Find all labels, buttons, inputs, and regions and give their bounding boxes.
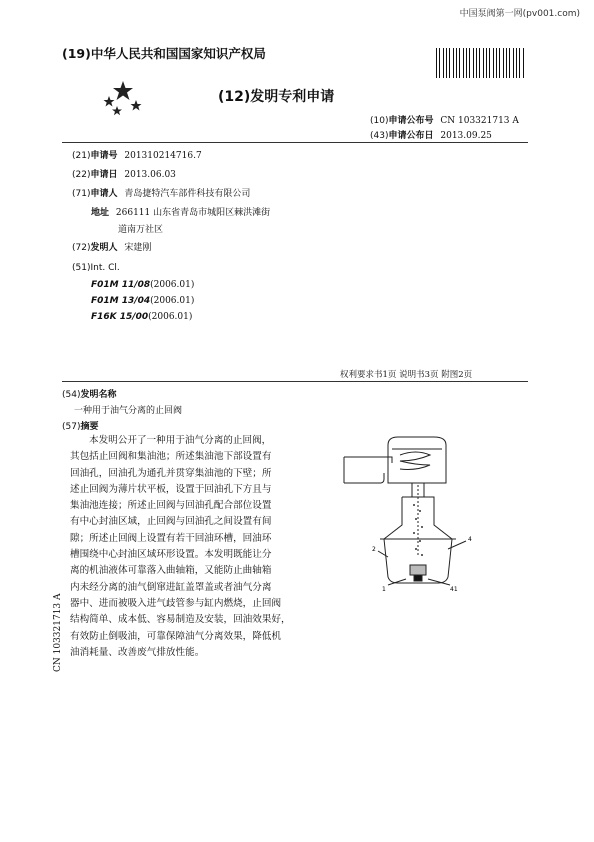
abstract-line: 隙；所述止回阀上设置有若干回油环槽，回油环 [70, 532, 272, 544]
barcode [436, 48, 528, 78]
barcode-bar [459, 48, 460, 78]
barcode-bar [513, 48, 514, 78]
valve-drawing-figure [330, 435, 490, 595]
office-code: (19) [62, 46, 91, 61]
barcode-bar [476, 48, 477, 78]
barcode-bar [509, 48, 510, 78]
doc-type-code: (12) [218, 89, 251, 105]
figure-label: 4 [468, 536, 472, 543]
abstract-line: 有效防止倒吸油，可靠保障油气分离效果，降低机 [70, 630, 282, 642]
application-number: (21)申请号 201310214716.7 [72, 151, 202, 161]
abstract-line: 本发明公开了一种用于油气分离的止回阀， [89, 435, 272, 446]
abstract-line: 槽围绕中心封油区域环形设置。本发明既能让分 [70, 549, 272, 561]
barcode-bar [486, 48, 487, 78]
document-type [218, 86, 334, 106]
pages-divider [62, 381, 528, 382]
barcode-bar [499, 48, 500, 78]
abstract-line: 油消耗量、改善废气排放性能。 [70, 646, 205, 658]
abstract-line: 回油孔，回油孔为通孔并贯穿集油池的下壁；所 [70, 467, 272, 479]
barcode-bar [443, 48, 444, 78]
barcode-bar [436, 48, 437, 78]
publication-number: (10)申请公布号 CN 103321713 A [370, 116, 519, 126]
barcode-bar [483, 48, 484, 78]
abstract-heading: (57)摘要 [62, 422, 99, 432]
barcode-bar [466, 48, 467, 78]
barcode-bar [489, 48, 490, 78]
barcode-bar [479, 48, 480, 78]
applicant: (71)申请人 青岛捷特汽车部件科技有限公司 [72, 189, 251, 199]
ipc-heading: (51)Int. Cl. [72, 263, 120, 273]
doc-type-title: 发明专利申请 [250, 89, 335, 105]
site-watermark: 中国泵阀第一网(pv001.com) [459, 9, 580, 19]
figure-label: 1 [382, 586, 386, 593]
application-date: (22)申请日 2013.06.03 [72, 170, 176, 180]
barcode-bar [506, 48, 507, 78]
barcode-bar [516, 48, 517, 78]
barcode-bar [463, 48, 464, 78]
barcode-bar [496, 48, 497, 78]
abstract-line: 器中、进而被吸入进气歧管参与缸内燃烧，止回阀 [70, 597, 282, 609]
figure-label: 2 [372, 546, 376, 553]
barcode-bar [453, 48, 454, 78]
abstract-line: 结构简单、成本低、容易制造及安装，回油效果好， [70, 614, 291, 626]
office-header [62, 44, 266, 62]
abstract-line: 有中心封油区域，止回阀与回油孔之间设置有间 [70, 516, 272, 528]
barcode-bar [446, 48, 447, 78]
abstract-line: 述止回阀为薄片状平板，设置于回油孔下方且与 [70, 483, 272, 495]
applicant-address: 地址 266111 山东省青岛市城阳区棘洪滩街 [91, 208, 271, 218]
barcode-bar [493, 48, 494, 78]
inventor: (72)发明人 宋建刚 [72, 243, 152, 253]
barcode-bar [503, 48, 504, 78]
barcode-bar [473, 48, 474, 78]
abstract-line: 内未经分离的油气倒窜进缸盖罩盖或者油气分离 [70, 581, 272, 593]
side-publication-number: CN 103321713 A [53, 593, 63, 672]
ipc-entry: F16K 15/00(2006.01) [91, 312, 193, 322]
abstract-text [70, 433, 298, 661]
applicant-address-line2: 道南万社区 [118, 225, 164, 235]
abstract-line: 离的机油液体可靠落入曲轴箱，又能防止曲轴箱 [70, 565, 272, 577]
ipc-entry: F01M 11/08(2006.01) [91, 280, 195, 290]
barcode-bar [469, 48, 470, 78]
abstract-line: 其包括止回阀和集油池；所述集油池下部设置有 [70, 451, 272, 463]
barcode-bar [449, 48, 450, 78]
barcode-bar [456, 48, 457, 78]
barcode-bar [439, 48, 440, 78]
invention-title: 一种用于油气分离的止回阀 [74, 406, 183, 416]
cnipa-emblem-logo [100, 80, 146, 118]
figure-label: 41 [450, 586, 458, 593]
barcode-bar [523, 48, 524, 78]
abstract-line: 集油池连接；所述止回阀与回油孔配合部位设置 [70, 500, 272, 512]
ipc-entry: F01M 13/04(2006.01) [91, 296, 195, 306]
publication-date: (43)申请公布日 2013.09.25 [370, 131, 492, 141]
invention-title-heading: (54)发明名称 [62, 390, 117, 400]
pages-info: 权利要求书1页 说明书3页 附图2页 [340, 370, 473, 380]
office-name: 中华人民共和国国家知识产权局 [90, 46, 266, 61]
barcode-bar [519, 48, 520, 78]
header-divider [62, 142, 528, 143]
